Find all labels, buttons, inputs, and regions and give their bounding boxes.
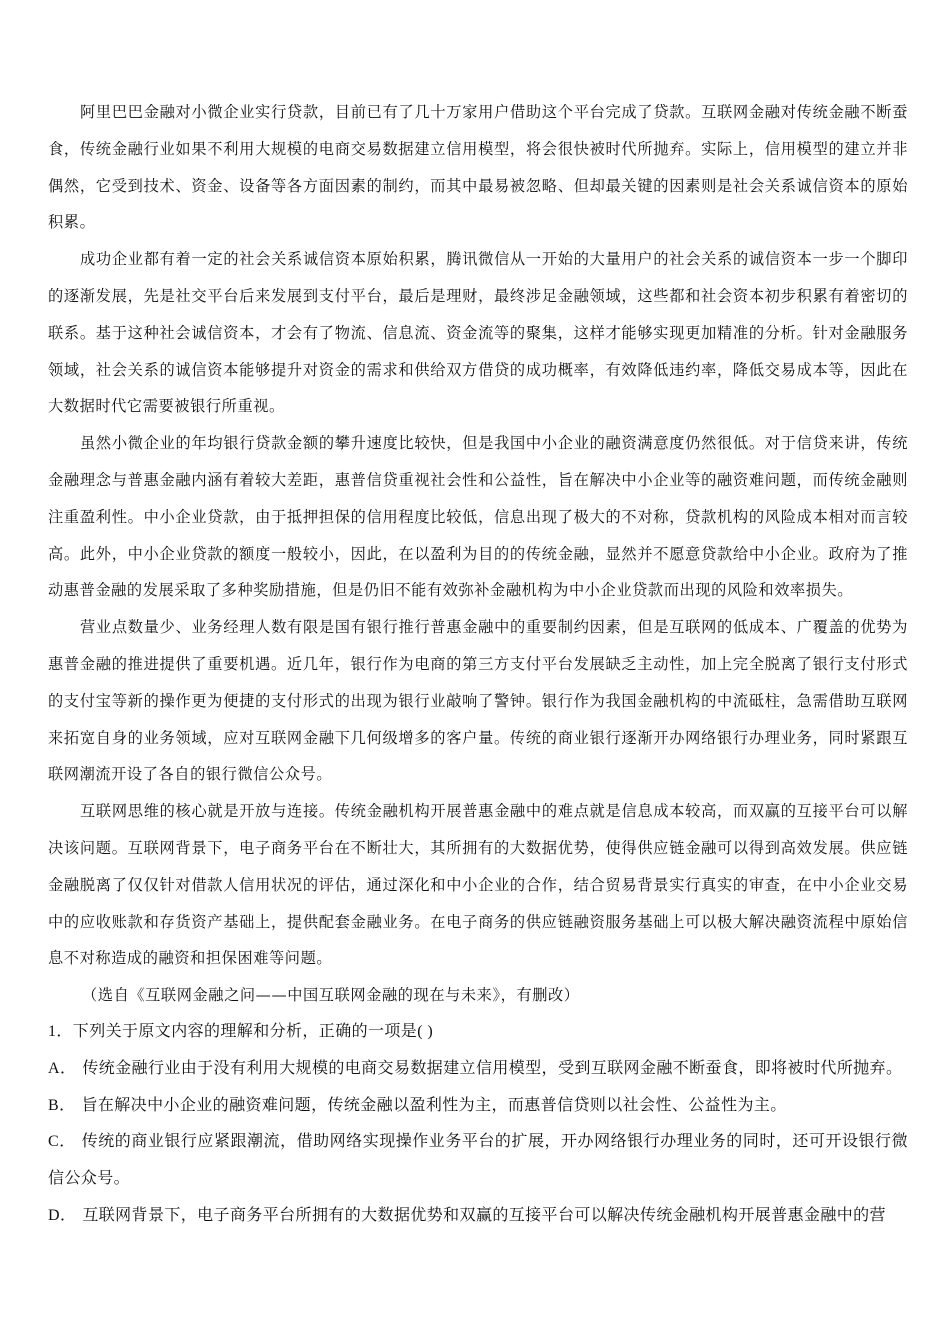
option-b-text: 旨在解决中小企业的融资难问题，传统金融以盈利性为主，而惠普信贷则以社会性、公益性为主。 bbox=[81, 1096, 787, 1114]
option-b-key: B． bbox=[48, 1096, 76, 1114]
option-d[interactable] bbox=[48, 1198, 908, 1235]
article-paragraph-2: 成功企业都有着一定的社会关系诚信资本原始积累，腾讯微信从一开始的大量用户的社会关系的诚信资本一步一个脚印的逐渐发展，先是社交平台后来发展到支付平台，最后是理财，最终涉足金融领域，这些都和社会资本初步积累有着密切的联系。基于这种社会诚信资本，才会有了物流、信息流、资金流等的聚集，这样才能够实现更加精准的分析。针对金融服务领域，社会关系的诚信资本能够提升对资金的需求和供给双方借贷的成功概率，有效降低违约率，降低交易成本等，因此在大数据时代它需要被银行所重视。 bbox=[48, 250, 908, 416]
option-a-key: A． bbox=[48, 1059, 77, 1077]
article-paragraph-3: 虽然小微企业的年均银行贷款金额的攀升速度比较快，但是我国中小企业的融资满意度仍然很低。对于信贷来讲，传统金融理念与普惠金融内涵有着较大差距，惠普信贷重视社会性和公益性，旨在解决中小企业等的融资难问题，而传统金融则注重盈利性。中小企业贷款，由于抵押担保的信用程度比较低，信息出现了极大的不对称，贷款机构的风险成本相对而言较高。此外，中小企业贷款的额度一般较小，因此，在以盈利为目的的传统金融，显然并不愿意贷款给中小企业。政府为了推动惠普金融的发展采取了多种奖励措施，但是仍旧不能有效弥补金融机构为中小企业贷款而出现的风险和效率损失。 bbox=[48, 434, 908, 600]
option-a-text: 传统金融行业由于没有利用大规模的电商交易数据建立信用模型，受到互联网金融不断蚕食，即将被时代所抛弃。 bbox=[82, 1059, 903, 1077]
option-c-text: 传统的商业银行应紧跟潮流，借助网络实现操作业务平台的扩展，开办网络银行办理业务的同时，还可开设银行微信公众号。 bbox=[48, 1133, 908, 1188]
option-a[interactable] bbox=[48, 1051, 908, 1088]
option-c-key: C． bbox=[48, 1133, 76, 1151]
article-paragraph-4: 营业点数量少、业务经理人数有限是国有银行推行普惠金融中的重要制约因素，但是互联网的低成本、广覆盖的优势为惠普金融的推进提供了重要机遇。近几年，银行作为电商的第三方支付平台发展缺乏主动性，加上完全脱离了银行支付形式的支付宝等新的操作更为便捷的支付形式的出现为银行业敲响了警钟。银行作为我国金融机构的中流砥柱，急需借助互联网来拓宽自身的业务领域，应对互联网金融下几何级增多的客户量。传统的商业银行逐渐开办网络银行办理业务，同时紧跟互联网潮流开设了各自的银行微信公众号。 bbox=[48, 618, 908, 784]
article-paragraph-5: 互联网思维的核心就是开放与连接。传统金融机构开展普惠金融中的难点就是信息成本较高，而双赢的互接平台可以解决该问题。互联网背景下，电子商务平台在不断壮大，其所拥有的大数据优势，使得供应链金融可以得到高效发展。供应链金融脱离了仅仅针对借款人信用状况的评估，通过深化和中小企业的合作，结合贸易背景实行真实的审查，在中小企业交易中的应收账款和存货资产基础上，提供配套金融业务。在电子商务的供应链融资服务基础上可以极大解决融资流程中原始信息不对称造成的融资和担保困难等问题。 bbox=[48, 802, 908, 968]
option-b[interactable] bbox=[48, 1088, 908, 1125]
option-d-text: 互联网背景下，电子商务平台所拥有的大数据优势和双赢的互接平台可以解决传统金融机构开展普惠金融中的营 bbox=[82, 1206, 886, 1224]
option-c[interactable] bbox=[48, 1124, 908, 1198]
article-source: （选自《互联网金融之问——中国互联网金融的现在与未来》，有删改） bbox=[82, 986, 580, 1005]
article-paragraph-1: 阿里巴巴金融对小微企业实行贷款，目前已有了几十万家用户借助这个平台完成了贷款。互联网金融对传统金融不断蚕食，传统金融行业如果不利用大规模的电商交易数据建立信用模型，将会很快被时代所抛弃。实际上，信用模型的建立并非偶然，它受到技术、资金、设备等各方面因素的制约，而其中最易被忽略、但却最关键的因素则是社会关系诚信资本的原始积累。 bbox=[48, 103, 908, 232]
document-page bbox=[48, 94, 908, 1235]
option-d-key: D． bbox=[48, 1206, 77, 1224]
question-stem: 1．下列关于原文内容的理解和分析，正确的一项是( ) bbox=[48, 1022, 434, 1040]
